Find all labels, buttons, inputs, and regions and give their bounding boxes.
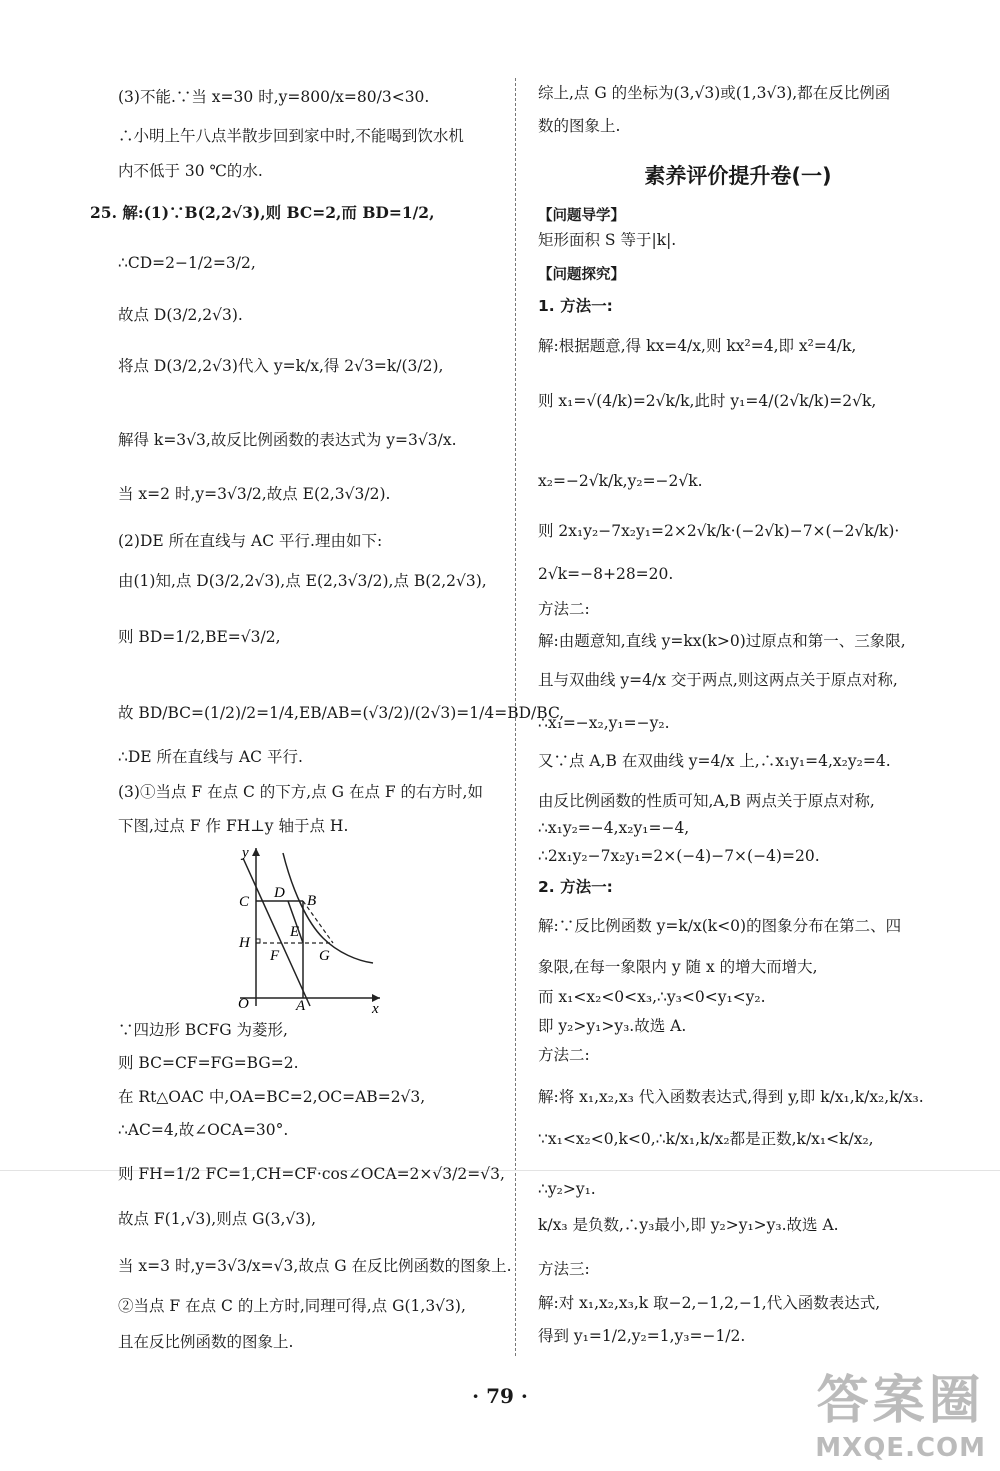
- left-line: 则 BC=CF=FG=BG=2.: [118, 1054, 299, 1072]
- right-line: ∵x₁<x₂<0,k<0,∴k/x₁,k/x₂都是正数,k/x₁<k/x₂,: [538, 1130, 874, 1148]
- right-line: 方法三:: [538, 1260, 590, 1278]
- label-x: x: [372, 1001, 379, 1017]
- left-line: 25. 解:(1)∵B(2,2√3),则 BC=2,而 BD=1/2,: [90, 203, 435, 222]
- function-graph-figure: [118, 843, 388, 1017]
- right-line: 又∵点 A,B 在双曲线 y=4/x 上,∴x₁y₁=4,x₂y₂=4.: [538, 752, 891, 770]
- section-title: 素养评价提升卷(一): [644, 164, 832, 188]
- tag-wenti-daoxue: 【问题导学】: [538, 208, 625, 224]
- watermark-url: MXQE.COM: [815, 1433, 986, 1463]
- right-line: 2√k=−8+28=20.: [538, 565, 674, 583]
- left-line: ②当点 F 在点 C 的上方时,同理可得,点 G(1,3√3),: [118, 1297, 466, 1315]
- left-line: 则 BD=1/2,BE=√3/2,: [118, 628, 281, 646]
- label-e: E: [290, 924, 300, 940]
- right-line: 解:∵反比例函数 y=k/x(k<0)的图象分布在第二、四: [538, 917, 902, 935]
- label-o: O: [238, 996, 249, 1012]
- right-line: ∴2x₁y₂−7x₂y₁=2×(−4)−7×(−4)=20.: [538, 847, 820, 865]
- right-line: 则 2x₁y₂−7x₂y₁=2×2√k/k·(−2√k)−7×(−2√k/k)·: [538, 522, 900, 540]
- label-b: B: [307, 893, 317, 909]
- hyperbola-curve: [283, 853, 373, 963]
- left-line: 由(1)知,点 D(3/2,2√3),点 E(2,3√3/2),点 B(2,2√3),: [118, 572, 487, 590]
- left-line: 内不低于 30 ℃的水.: [118, 162, 263, 180]
- right-line: k/x₃ 是负数,∴y₃最小,即 y₂>y₁>y₃.故选 A.: [538, 1216, 839, 1234]
- right-line: ∴x₁=−x₂,y₁=−y₂.: [538, 714, 670, 732]
- left-line: ∴DE 所在直线与 AC 平行.: [118, 748, 303, 766]
- right-line: 方法二:: [538, 1046, 590, 1064]
- left-line: 当 x=3 时,y=3√3/x=√3,故点 G 在反比例函数的图象上.: [118, 1257, 512, 1275]
- label-h: H: [239, 935, 250, 951]
- left-line: 且在反比例函数的图象上.: [118, 1333, 294, 1351]
- right-line: 得到 y₁=1/2,y₂=1,y₃=−1/2.: [538, 1327, 746, 1345]
- left-line: (3)不能.∵当 x=30 时,y=800/x=80/3<30.: [118, 88, 430, 106]
- right-line: 解:由题意知,直线 y=kx(k>0)过原点和第一、三象限,: [538, 632, 906, 650]
- right-line: 2. 方法一:: [538, 878, 613, 896]
- right-line: 象限,在每一象限内 y 随 x 的增大而增大,: [538, 958, 818, 976]
- watermark-title: 答案圈: [816, 1371, 985, 1431]
- right-line: 即 y₂>y₁>y₃.故选 A.: [538, 1017, 687, 1035]
- label-a: A: [296, 998, 306, 1014]
- y-axis-arrow: [252, 848, 260, 856]
- right-line: 方法二:: [538, 600, 590, 618]
- left-line: 解得 k=3√3,故反比例函数的表达式为 y=3√3/x.: [118, 431, 457, 449]
- daoxue-text: 矩形面积 S 等于|k|.: [538, 231, 677, 249]
- label-y: y: [242, 845, 249, 861]
- line-ca: [243, 858, 310, 1006]
- left-line: 当 x=2 时,y=3√3/2,故点 E(2,3√3/2).: [118, 485, 391, 503]
- right-line: 解:对 x₁,x₂,x₃,k 取−2,−1,2,−1,代入函数表达式,: [538, 1294, 881, 1312]
- left-line: ∴CD=2−1/2=3/2,: [118, 254, 256, 272]
- left-line: 故点 F(1,√3),则点 G(3,√3),: [118, 1210, 317, 1228]
- right-line: 且与双曲线 y=4/x 交于两点,则这两点关于原点对称,: [538, 671, 898, 689]
- label-f: F: [270, 948, 280, 964]
- right-line: 1. 方法一:: [538, 297, 613, 315]
- left-line: 下图,过点 F 作 FH⊥y 轴于点 H.: [118, 817, 349, 835]
- right-line: 而 x₁<x₂<0<x₃,∴y₃<0<y₁<y₂.: [538, 988, 766, 1006]
- left-line: 将点 D(3/2,2√3)代入 y=k/x,得 2√3=k/(3/2),: [118, 357, 444, 375]
- left-line: 则 FH=1/2 FC=1,CH=CF·cos∠OCA=2×√3/2=√3,: [118, 1165, 505, 1183]
- right-line: 解:将 x₁,x₂,x₃ 代入函数表达式,得到 y,即 k/x₁,k/x₂,k/x₃.: [538, 1088, 924, 1106]
- right-line: x₂=−2√k/k,y₂=−2√k.: [538, 472, 703, 490]
- left-line: (2)DE 所在直线与 AC 平行.理由如下:: [118, 532, 383, 550]
- left-line: ∵四边形 BCFG 为菱形,: [118, 1021, 288, 1039]
- right-line: ∴x₁y₂=−4,x₂y₁=−4,: [538, 819, 690, 837]
- left-line: (3)①当点 F 在点 C 的下方,点 G 在点 F 的右方时,如: [118, 783, 483, 801]
- left-line: 故 BD/BC=(1/2)/2=1/4,EB/AB=(√3/2)/(2√3)=1/4=BD/BC,: [118, 704, 565, 722]
- right-line: 解:根据题意,得 kx=4/x,则 kx²=4,即 x²=4/k,: [538, 337, 857, 355]
- left-line: ∴小明上午八点半散步回到家中时,不能喝到饮水机: [118, 127, 464, 145]
- left-line: 故点 D(3/2,2√3).: [118, 306, 243, 324]
- label-g: G: [319, 948, 330, 964]
- right-line: ∴y₂>y₁.: [538, 1180, 596, 1198]
- right-line: 数的图象上.: [538, 117, 621, 135]
- label-c: C: [239, 894, 250, 910]
- right-line: 由反比例函数的性质可知,A,B 两点关于原点对称,: [538, 792, 875, 810]
- watermark: [815, 1358, 986, 1463]
- right-line: 综上,点 G 的坐标为(3,√3)或(1,3√3),都在反比例函: [538, 84, 891, 102]
- page-number: · 79 ·: [472, 1384, 528, 1408]
- left-line: 在 Rt△OAC 中,OA=BC=2,OC=AB=2√3,: [118, 1088, 426, 1106]
- left-line: ∴AC=4,故∠OCA=30°.: [118, 1121, 289, 1139]
- label-d: D: [274, 885, 285, 901]
- tag-wenti-tanjiu: 【问题探究】: [538, 267, 625, 283]
- right-line: 则 x₁=√(4/k)=2√k/k,此时 y₁=4/(2√k/k)=2√k,: [538, 392, 877, 410]
